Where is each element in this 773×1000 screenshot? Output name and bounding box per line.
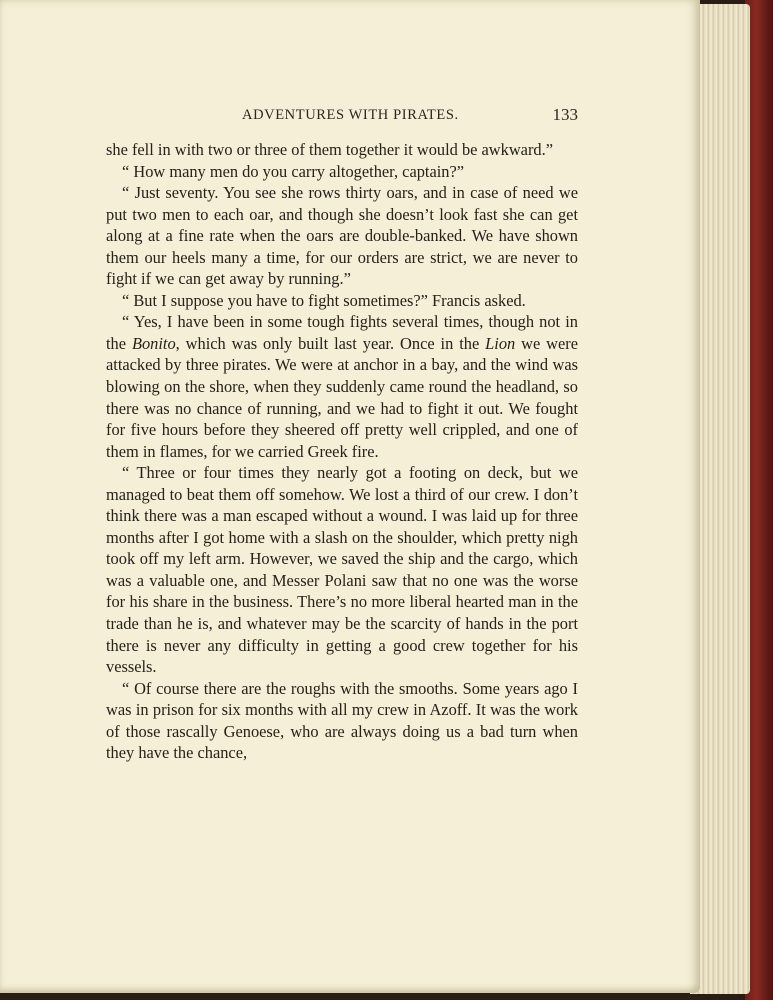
paragraph bbox=[106, 161, 578, 183]
paragraph bbox=[106, 290, 578, 312]
text-segment: she fell in with two or three of them together it would be awkward.” bbox=[106, 140, 553, 159]
italic-ship-name: Lion bbox=[485, 333, 516, 353]
text-segment: “ Just seventy. You see she rows thirty oars, and in case of need we put two men to each oar, and though she doesn’t look fast she can get along at a fine rate when the oars are double-banked. We have shown them our heels many a time, for our orders are strict, we are never to fight if we can get away by running.” bbox=[106, 183, 578, 289]
text-segment: “ How many men do you carry altogether, captain?” bbox=[122, 161, 465, 181]
text-segment: “ Yes, I have been in some tough fights several times, though not in the bbox=[106, 312, 578, 353]
paragraph bbox=[106, 462, 578, 677]
running-head-title: ADVENTURES WITH PIRATES. bbox=[242, 107, 459, 123]
page-number: 133 bbox=[552, 105, 578, 124]
text-segment: , which was only built last year. Once in the bbox=[175, 333, 486, 353]
text-segment: we were attacked by three pirates. We were at anchor in a bay, and the wind was blowing on the shore, when they suddenly came round the headland, so there was no chance of running, and we had to fight it out. We fought for five hours before they sheered off pretty well crippled, and one of them in flames, for we carried Greek fire. bbox=[106, 333, 579, 461]
text-segment: “ Three or four times they nearly got a footing on deck, but we managed to beat them off somehow. We lost a third of our crew. I don’t think there was a man escaped without a wound. I was laid up for three months after I got home with a slash on the shoulder, which pretty nigh took off my left arm. However, we saved the ship and the cargo, which was a valuable one, and Messer Polani saw that no one was the worse for his share in the business. There’s no more liberal hearted man in the trade than he is, and whatever may be the scarcity of hands in the port there is never any difficulty in getting a good crew together for his vessels. bbox=[106, 463, 578, 677]
italic-ship-name: Bonito bbox=[131, 333, 176, 353]
paragraph bbox=[106, 139, 578, 161]
paragraph bbox=[106, 182, 578, 290]
running-head bbox=[106, 107, 578, 129]
text-segment: “ But I suppose you have to fight sometimes?” Francis asked. bbox=[122, 290, 526, 310]
paragraph bbox=[106, 678, 578, 764]
body-text bbox=[106, 139, 578, 764]
text-segment: “ Of course there are the roughs with the smooths. Some years ago I was in prison for six months with all my crew in Azoff. It was the work of those rascally Genoese, who are always doing us a bad turn when they have the chance, bbox=[106, 678, 578, 763]
paragraph bbox=[106, 311, 578, 462]
